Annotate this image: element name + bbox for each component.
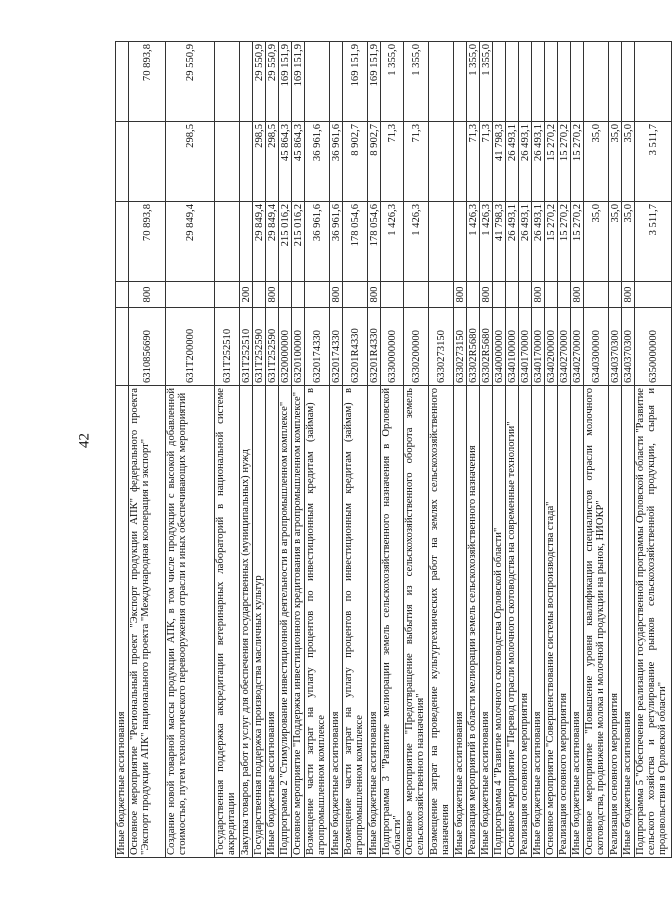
amount-federal: [116, 42, 129, 122]
amount-federal: [545, 42, 558, 122]
budget-code: 6330200000: [404, 308, 429, 386]
row-name: Иные бюджетные ассигнования: [532, 386, 545, 858]
amount-federal: 29 550,9: [266, 42, 279, 122]
budget-code: 63302R5680: [467, 308, 480, 386]
table-row: [584, 42, 609, 858]
row-name: Иные бюджетные ассигнования: [368, 386, 381, 858]
amount-federal: [558, 42, 571, 122]
budget-code: 631T252510: [215, 308, 240, 386]
table-row: [429, 42, 454, 858]
table-row: [609, 42, 622, 858]
amount-federal: [622, 42, 635, 122]
table-row: [266, 42, 279, 858]
amount-federal: 70 893,8: [129, 42, 166, 122]
budget-code: 63302R5680: [480, 308, 493, 386]
expense-type: 800: [622, 282, 635, 308]
expense-type: [584, 282, 609, 308]
amount-federal: [584, 42, 609, 122]
amount-regional: [129, 122, 166, 202]
amount-regional: [215, 122, 240, 202]
amount-regional: 298,5: [166, 122, 215, 202]
budget-code: 6330273150: [429, 308, 454, 386]
row-name: Создание новой товарной массы продукции АПК, в том числе продукции с высокой добавленной стоимостью, путем технологического перевооружения отрасли и иных обеспечивающих мероприятий: [166, 386, 215, 858]
row-name: Подпрограмма 2 "Стимулирование инвестиционной деятельности в агропромышленном комплексе": [279, 386, 292, 858]
amount-regional: 36 961,6: [305, 122, 330, 202]
expense-type: [305, 282, 330, 308]
row-name: Подпрограмма 4 "Развитие молочного скотоводства Орловской области": [493, 386, 506, 858]
row-name: Основное мероприятие "Перевод отрасли молочного скотоводства на современные технологии": [506, 386, 519, 858]
expense-type: 800: [368, 282, 381, 308]
expense-type: 800: [532, 282, 545, 308]
row-name: Подпрограмма 5 "Обеспечение реализации государственной программы Орловской области "Развитие сельского хозяйства и регулирование рынков сельскохозяйственной продукции, сырья и продовольствия в Орловской области": [635, 386, 672, 858]
amount-total: 15 270,2: [571, 202, 584, 282]
row-name: Основное мероприятие "Предотвращение выбытия из сельскохозяйственного оборота земель сельскохозяйственного назначения": [404, 386, 429, 858]
budget-code: 631T200000: [166, 308, 215, 386]
amount-total: 26 493,1: [532, 202, 545, 282]
row-name: Реализация основного мероприятия: [519, 386, 532, 858]
amount-total: 35,0: [609, 202, 622, 282]
table-row: [480, 42, 493, 858]
budget-code: 6340270000: [571, 308, 584, 386]
amount-federal: [215, 42, 240, 122]
amount-regional: 36 961,6: [330, 122, 343, 202]
amount-regional: 8 902,7: [343, 122, 368, 202]
expense-type: 800: [129, 282, 166, 308]
amount-federal: [330, 42, 343, 122]
row-name: Основное мероприятие "Региональный проект "Экспорт продукции АПК" федерального проекта "Экспорт продукции АПК" национального проекта "Международная кооперация и экспорт": [129, 386, 166, 858]
budget-code: 631T252590: [266, 308, 279, 386]
row-name: Иные бюджетные ассигнования: [571, 386, 584, 858]
table-row: [467, 42, 480, 858]
table-row: [519, 42, 532, 858]
budget-code: 6350000000: [635, 308, 672, 386]
amount-regional: 26 493,1: [506, 122, 519, 202]
amount-total: [215, 202, 240, 282]
row-name: Реализация мероприятий в области мелиорации земель сельскохозяйственного назначения: [467, 386, 480, 858]
row-name: Основное мероприятие "Совершенствование системы воспроизводства стада": [545, 386, 558, 858]
row-name: Закупка товаров, работ и услуг для обеспечения государственных (муниципальных) нужд: [240, 386, 253, 858]
amount-federal: 29 550,9: [166, 42, 215, 122]
amount-federal: [571, 42, 584, 122]
table-row: [166, 42, 215, 858]
amount-regional: 71,3: [404, 122, 429, 202]
table-row: [215, 42, 240, 858]
row-name: Государственная поддержка аккредитации ветеринарных лабораторий в национальной системе аккредитации: [215, 386, 240, 858]
amount-federal: [454, 42, 467, 122]
amount-regional: [240, 122, 253, 202]
amount-total: 35,0: [622, 202, 635, 282]
amount-federal: 169 151,9: [279, 42, 292, 122]
row-name: Возмещение части затрат на уплату процентов по инвестиционным кредитам (займам) в агропромышленном комплексе: [343, 386, 368, 858]
table-row: [493, 42, 506, 858]
budget-code: 6340170000: [519, 308, 532, 386]
table-row: [368, 42, 381, 858]
amount-total: 26 493,1: [506, 202, 519, 282]
table-row: [129, 42, 166, 858]
amount-regional: 35,0: [609, 122, 622, 202]
page-number: 42: [76, 433, 93, 448]
row-name: Государственная поддержка производства масличных культур: [253, 386, 266, 858]
expense-type: [519, 282, 532, 308]
expense-type: 200: [240, 282, 253, 308]
row-name: Иные бюджетные ассигнования: [454, 386, 467, 858]
expense-type: [343, 282, 368, 308]
budget-code: 6340300000: [584, 308, 609, 386]
amount-federal: 169 151,9: [368, 42, 381, 122]
budget-code: 6340270000: [558, 308, 571, 386]
amount-regional: [454, 122, 467, 202]
budget-code: 6340100000: [506, 308, 519, 386]
amount-regional: 41 798,3: [493, 122, 506, 202]
amount-total: 29 849,4: [166, 202, 215, 282]
row-name: Иные бюджетные ассигнования: [266, 386, 279, 858]
amount-federal: 29 550,9: [253, 42, 266, 122]
budget-code: 6320000000: [279, 308, 292, 386]
table-row: [404, 42, 429, 858]
row-name: Подпрограмма 3 "Развитие мелиорации земель сельскохозяйственного назначения в Орловской области": [381, 386, 404, 858]
amount-regional: 26 493,1: [519, 122, 532, 202]
amount-total: 215 016,2: [292, 202, 305, 282]
amount-total: 178 054,6: [368, 202, 381, 282]
row-name: Возмещение затрат на проведение культуртехнических работ на землях сельскохозяйственного назначения: [429, 386, 454, 858]
amount-regional: 3 511,7: [635, 122, 672, 202]
expense-type: [558, 282, 571, 308]
expense-type: [429, 282, 454, 308]
amount-federal: [493, 42, 506, 122]
row-name: Иные бюджетные ассигнования: [116, 386, 129, 858]
expense-type: 800: [266, 282, 279, 308]
amount-regional: 298,5: [266, 122, 279, 202]
amount-total: 70 893,8: [129, 202, 166, 282]
amount-federal: [240, 42, 253, 122]
amount-regional: [116, 122, 129, 202]
table-row: [381, 42, 404, 858]
expense-type: [253, 282, 266, 308]
amount-federal: [532, 42, 545, 122]
amount-federal: 1 355,0: [467, 42, 480, 122]
amount-total: 1 426,3: [467, 202, 480, 282]
amount-total: 36 961,6: [330, 202, 343, 282]
expense-type: [609, 282, 622, 308]
expense-type: 800: [480, 282, 493, 308]
table-row: [240, 42, 253, 858]
amount-total: [240, 202, 253, 282]
table-row: [571, 42, 584, 858]
table-row: [343, 42, 368, 858]
amount-regional: 35,0: [622, 122, 635, 202]
table-row: [635, 42, 672, 858]
budget-code: 6320174330: [305, 308, 330, 386]
amount-total: 15 270,2: [545, 202, 558, 282]
amount-regional: 298,5: [253, 122, 266, 202]
budget-table-rotated: [115, 42, 668, 858]
amount-federal: [609, 42, 622, 122]
budget-code: 6320174330: [330, 308, 343, 386]
amount-total: 215 016,2: [279, 202, 292, 282]
amount-regional: 71,3: [480, 122, 493, 202]
expense-type: [381, 282, 404, 308]
amount-total: 3 511,7: [635, 202, 672, 282]
amount-total: 35,0: [584, 202, 609, 282]
budget-code: 63201R4330: [368, 308, 381, 386]
budget-code: 6340000000: [493, 308, 506, 386]
expense-type: [279, 282, 292, 308]
row-name: Иные бюджетные ассигнования: [622, 386, 635, 858]
table-row: [622, 42, 635, 858]
amount-total: 1 426,3: [381, 202, 404, 282]
row-name: Реализация основного мероприятия: [558, 386, 571, 858]
budget-code: 6340370300: [609, 308, 622, 386]
amount-total: [116, 202, 129, 282]
expense-type: [467, 282, 480, 308]
amount-federal: [429, 42, 454, 122]
amount-total: 15 270,2: [558, 202, 571, 282]
table-row: [279, 42, 292, 858]
amount-total: 1 426,3: [480, 202, 493, 282]
row-name: Основное мероприятие "Поддержка инвестиционного кредитования в агропромышленном комплексе": [292, 386, 305, 858]
amount-regional: 8 902,7: [368, 122, 381, 202]
table-row: [253, 42, 266, 858]
expense-type: [493, 282, 506, 308]
amount-federal: [305, 42, 330, 122]
amount-regional: 71,3: [467, 122, 480, 202]
expense-type: [545, 282, 558, 308]
budget-code: [116, 308, 129, 386]
amount-regional: 35,0: [584, 122, 609, 202]
expense-type: [635, 282, 672, 308]
amount-regional: 15 270,2: [558, 122, 571, 202]
table-row: [454, 42, 467, 858]
expense-type: [116, 282, 129, 308]
budget-code: 631T252510: [240, 308, 253, 386]
amount-federal: [519, 42, 532, 122]
table-row: [558, 42, 571, 858]
table-row: [532, 42, 545, 858]
expense-type: [506, 282, 519, 308]
expense-type: 800: [330, 282, 343, 308]
table-row: [116, 42, 129, 858]
budget-code: 6320100000: [292, 308, 305, 386]
budget-code: 6340200000: [545, 308, 558, 386]
amount-federal: 1 355,0: [480, 42, 493, 122]
table-row: [292, 42, 305, 858]
amount-total: [454, 202, 467, 282]
expense-type: 800: [454, 282, 467, 308]
amount-total: 26 493,1: [519, 202, 532, 282]
row-name: Основное мероприятие "Повышение уровня квалификации специалистов отрасли молочного скотоводства, продвижение молока и молочной продукции на рынок, НИОКР": [584, 386, 609, 858]
table-row: [545, 42, 558, 858]
table-row: [330, 42, 343, 858]
row-name: Иные бюджетные ассигнования: [480, 386, 493, 858]
expense-type: [166, 282, 215, 308]
amount-regional: 45 864,3: [292, 122, 305, 202]
expense-type: 800: [571, 282, 584, 308]
amount-regional: 26 493,1: [532, 122, 545, 202]
amount-total: 29 849,4: [266, 202, 279, 282]
amount-total: 41 798,3: [493, 202, 506, 282]
budget-table: [115, 41, 672, 858]
table-row: [305, 42, 330, 858]
amount-regional: 15 270,2: [571, 122, 584, 202]
row-name: Реализация основного мероприятия: [609, 386, 622, 858]
amount-regional: 15 270,2: [545, 122, 558, 202]
amount-total: 1 426,3: [404, 202, 429, 282]
budget-code: 6330000000: [381, 308, 404, 386]
amount-regional: 45 864,3: [279, 122, 292, 202]
amount-total: 36 961,6: [305, 202, 330, 282]
expense-type: [404, 282, 429, 308]
amount-regional: [429, 122, 454, 202]
budget-code: 6340170000: [532, 308, 545, 386]
amount-total: 178 054,6: [343, 202, 368, 282]
budget-code: 6340370300: [622, 308, 635, 386]
table-row: [506, 42, 519, 858]
amount-federal: 1 355,0: [381, 42, 404, 122]
amount-federal: 169 151,9: [343, 42, 368, 122]
amount-regional: 71,3: [381, 122, 404, 202]
amount-federal: 1 355,0: [404, 42, 429, 122]
amount-federal: [506, 42, 519, 122]
amount-total: 29 849,4: [253, 202, 266, 282]
expense-type: [292, 282, 305, 308]
budget-code: 631T252590: [253, 308, 266, 386]
budget-code: 63201R4330: [343, 308, 368, 386]
row-name: Возмещение части затрат на уплату процентов по инвестиционным кредитам (займам) в агропромышленном комплексе: [305, 386, 330, 858]
budget-code: 6310856690: [129, 308, 166, 386]
row-name: Иные бюджетные ассигнования: [330, 386, 343, 858]
expense-type: [215, 282, 240, 308]
budget-code: 6330273150: [454, 308, 467, 386]
amount-total: [429, 202, 454, 282]
amount-federal: [635, 42, 672, 122]
amount-federal: 169 151,9: [292, 42, 305, 122]
